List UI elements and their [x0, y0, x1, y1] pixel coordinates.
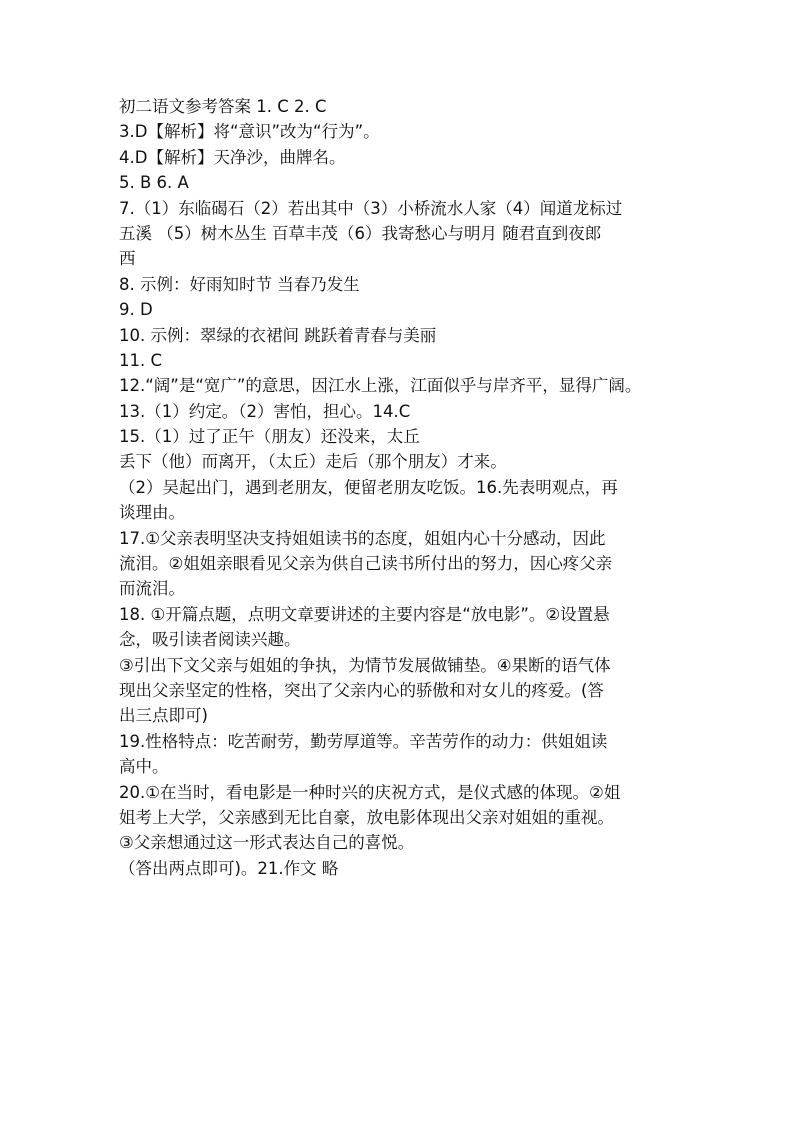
text-line: 而流泪。	[119, 579, 185, 599]
text-line: 4.D【解析】天净沙，曲牌名。	[119, 147, 346, 167]
answer-key-text	[119, 94, 694, 881]
text-line: 8. 示例：好雨知时节 当春乃发生	[119, 274, 360, 294]
text-line: 谈理由。	[119, 503, 185, 523]
text-line: 丢下（他）而离开，（太丘）走后（那个朋友）才来。	[119, 452, 507, 472]
text-line: 19.性格特点：吃苦耐劳，勤劳厚道等。辛苦劳作的动力：供姐姐读	[119, 731, 608, 751]
text-line: 15.（1）过了正午（朋友）还没来，太丘	[119, 427, 420, 447]
text-line: 现出父亲坚定的性格，突出了父亲内心的骄傲和对女儿的疼爱。(答	[119, 680, 604, 700]
text-line: 念，吸引读者阅读兴趣。	[119, 630, 301, 650]
text-line: 12.“阔”是“宽广”的意思，因江水上涨，江面似乎与岸齐平，显得广阔。	[119, 376, 642, 396]
text-line: 初二语文参考答案 1. C 2. C	[119, 97, 327, 116]
text-line: 西	[119, 249, 136, 269]
text-line: 18. ①开篇点题，点明文章要讲述的主要内容是“放电影”。②设置悬	[119, 604, 610, 624]
text-line: ③引出下文父亲与姐姐的争执，为情节发展做铺垫。④果断的语气体	[119, 655, 611, 675]
text-line: 高中。	[119, 757, 169, 777]
text-line: 5. B 6. A	[119, 173, 189, 193]
text-line: 流泪。②姐姐亲眼看见父亲为供自己读书所付出的努力，因心疼父亲	[119, 554, 613, 574]
text-line: 出三点即可)	[119, 706, 208, 726]
text-line: 五溪 （5）树木丛生 百草丰茂（6）我寄愁心与明月 随君直到夜郎	[119, 223, 602, 243]
text-line: 11. C	[119, 350, 163, 370]
text-line: 3.D【解析】将“意识”改为“行为”。	[119, 122, 380, 142]
text-line: 姐考上大学，父亲感到无比自豪，放电影体现出父亲对姐姐的重视。	[119, 807, 614, 827]
text-line: 7.（1）东临碣石（2）若出其中（3）小桥流水人家（4）闻道龙标过	[119, 198, 623, 218]
text-line: 9. D	[119, 300, 153, 320]
text-line: （2）吴起出门，遇到老朋友，便留老朋友吃饭。16.先表明观点，再	[119, 477, 618, 497]
text-line: 10. 示例：翠绿的衣裙间 跳跃着青春与美丽	[119, 325, 437, 345]
text-line: 13.（1）约定。（2）害怕，担心。14.C	[119, 401, 411, 421]
text-line: ③父亲想通过这一形式表达自己的喜悦。	[119, 833, 415, 853]
text-line: 20.①在当时，看电影是一种时兴的庆祝方式，是仪式感的体现。②姐	[119, 782, 621, 802]
text-line: （答出两点即可)。21.作文 略	[119, 858, 339, 878]
text-line: 17.①父亲表明坚决支持姐姐读书的态度，姐姐内心十分感动，因此	[119, 528, 606, 548]
